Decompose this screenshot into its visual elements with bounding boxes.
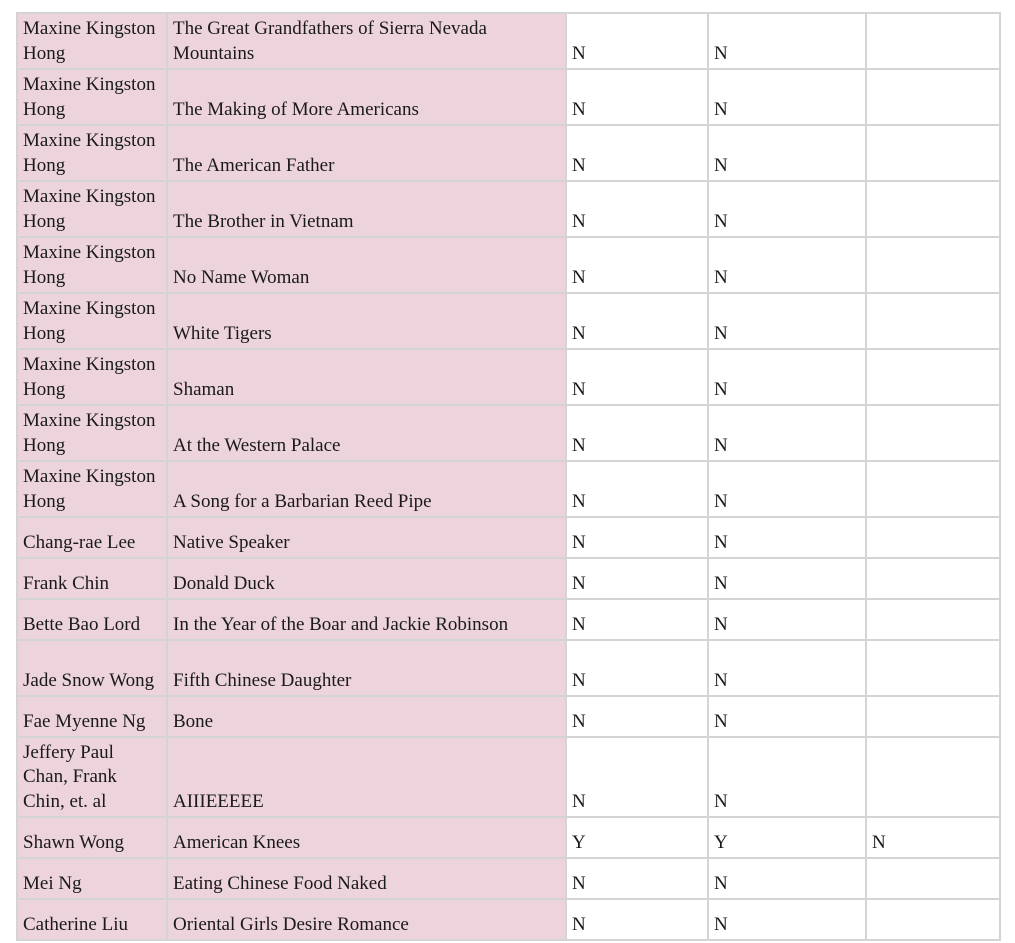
flag-cell-1[interactable]: N [566, 237, 708, 293]
flag-cell-2[interactable]: N [708, 696, 866, 737]
flag-cell-1[interactable]: N [566, 558, 708, 599]
author-cell[interactable]: Jade Snow Wong [17, 640, 167, 696]
flag-cell-3[interactable] [866, 69, 1000, 125]
flag-cell-2[interactable]: N [708, 899, 866, 940]
title-cell[interactable]: Donald Duck [167, 558, 566, 599]
table-row [17, 737, 1000, 817]
table-row [17, 405, 1000, 461]
title-cell[interactable]: The Great Grandfathers of Sierra Nevada Mountains [167, 13, 566, 69]
flag-cell-1[interactable]: N [566, 640, 708, 696]
flag-cell-2[interactable]: N [708, 125, 866, 181]
flag-cell-3[interactable] [866, 696, 1000, 737]
flag-cell-2[interactable]: N [708, 517, 866, 558]
flag-cell-1[interactable]: N [566, 517, 708, 558]
table-row [17, 293, 1000, 349]
flag-cell-3[interactable] [866, 558, 1000, 599]
author-cell[interactable]: Jeffery Paul Chan, Frank Chin, et. al [17, 737, 167, 817]
author-cell[interactable]: Mei Ng [17, 858, 167, 899]
flag-cell-1[interactable]: N [566, 737, 708, 817]
table-body [17, 13, 1000, 940]
table-row [17, 696, 1000, 737]
flag-cell-3[interactable] [866, 125, 1000, 181]
flag-cell-2[interactable]: N [708, 293, 866, 349]
flag-cell-3[interactable] [866, 899, 1000, 940]
table-row [17, 817, 1000, 858]
title-cell[interactable]: In the Year of the Boar and Jackie Robinson [167, 599, 566, 640]
author-cell[interactable]: Maxine Kingston Hong [17, 237, 167, 293]
flag-cell-3[interactable] [866, 405, 1000, 461]
flag-cell-1[interactable]: N [566, 125, 708, 181]
spreadsheet-table [16, 12, 1001, 941]
author-cell[interactable]: Maxine Kingston Hong [17, 13, 167, 69]
table-row [17, 461, 1000, 517]
flag-cell-1[interactable]: N [566, 405, 708, 461]
flag-cell-1[interactable]: N [566, 599, 708, 640]
title-cell[interactable]: Shaman [167, 349, 566, 405]
title-cell[interactable]: The Making of More Americans [167, 69, 566, 125]
table-row [17, 517, 1000, 558]
flag-cell-1[interactable]: Y [566, 817, 708, 858]
flag-cell-2[interactable]: N [708, 558, 866, 599]
title-cell[interactable]: Fifth Chinese Daughter [167, 640, 566, 696]
table-row [17, 558, 1000, 599]
author-cell[interactable]: Maxine Kingston Hong [17, 461, 167, 517]
table-row [17, 899, 1000, 940]
title-cell[interactable]: Eating Chinese Food Naked [167, 858, 566, 899]
flag-cell-3[interactable] [866, 599, 1000, 640]
table-row [17, 599, 1000, 640]
flag-cell-2[interactable]: N [708, 858, 866, 899]
flag-cell-2[interactable]: N [708, 13, 866, 69]
author-cell[interactable]: Chang-rae Lee [17, 517, 167, 558]
flag-cell-2[interactable]: N [708, 69, 866, 125]
title-cell[interactable]: American Knees [167, 817, 566, 858]
flag-cell-3[interactable] [866, 737, 1000, 817]
table-row [17, 640, 1000, 696]
author-cell[interactable]: Maxine Kingston Hong [17, 349, 167, 405]
author-cell[interactable]: Maxine Kingston Hong [17, 405, 167, 461]
flag-cell-1[interactable]: N [566, 461, 708, 517]
flag-cell-3[interactable] [866, 858, 1000, 899]
title-cell[interactable]: The Brother in Vietnam [167, 181, 566, 237]
table-row [17, 237, 1000, 293]
title-cell[interactable]: The American Father [167, 125, 566, 181]
flag-cell-2[interactable]: N [708, 461, 866, 517]
flag-cell-1[interactable]: N [566, 696, 708, 737]
title-cell[interactable]: Native Speaker [167, 517, 566, 558]
flag-cell-1[interactable]: N [566, 293, 708, 349]
flag-cell-2[interactable]: N [708, 737, 866, 817]
author-cell[interactable]: Shawn Wong [17, 817, 167, 858]
flag-cell-2[interactable]: N [708, 181, 866, 237]
title-cell[interactable]: At the Western Palace [167, 405, 566, 461]
flag-cell-1[interactable]: N [566, 349, 708, 405]
flag-cell-2[interactable]: N [708, 405, 866, 461]
author-cell[interactable]: Bette Bao Lord [17, 599, 167, 640]
flag-cell-1[interactable]: N [566, 181, 708, 237]
title-cell[interactable]: Bone [167, 696, 566, 737]
author-cell[interactable]: Maxine Kingston Hong [17, 69, 167, 125]
author-cell[interactable]: Maxine Kingston Hong [17, 181, 167, 237]
flag-cell-1[interactable]: N [566, 899, 708, 940]
flag-cell-3[interactable] [866, 293, 1000, 349]
flag-cell-3[interactable] [866, 237, 1000, 293]
table-row [17, 858, 1000, 899]
author-cell[interactable]: Frank Chin [17, 558, 167, 599]
flag-cell-3[interactable]: N [866, 817, 1000, 858]
flag-cell-1[interactable]: N [566, 13, 708, 69]
flag-cell-1[interactable]: N [566, 858, 708, 899]
title-cell[interactable]: Oriental Girls Desire Romance [167, 899, 566, 940]
table-row [17, 349, 1000, 405]
flag-cell-3[interactable] [866, 640, 1000, 696]
flag-cell-2[interactable]: N [708, 349, 866, 405]
flag-cell-1[interactable]: N [566, 69, 708, 125]
table-row [17, 181, 1000, 237]
title-cell[interactable]: A Song for a Barbarian Reed Pipe [167, 461, 566, 517]
table-row [17, 69, 1000, 125]
author-cell[interactable]: Maxine Kingston Hong [17, 125, 167, 181]
table-row [17, 13, 1000, 69]
flag-cell-3[interactable] [866, 461, 1000, 517]
title-cell[interactable]: White Tigers [167, 293, 566, 349]
title-cell[interactable]: AIIIEEEEE [167, 737, 566, 817]
author-cell[interactable]: Catherine Liu [17, 899, 167, 940]
flag-cell-3[interactable] [866, 181, 1000, 237]
title-cell[interactable]: No Name Woman [167, 237, 566, 293]
flag-cell-2[interactable]: N [708, 237, 866, 293]
flag-cell-3[interactable] [866, 13, 1000, 69]
author-cell[interactable]: Maxine Kingston Hong [17, 293, 167, 349]
flag-cell-3[interactable] [866, 517, 1000, 558]
flag-cell-2[interactable]: Y [708, 817, 866, 858]
flag-cell-2[interactable]: N [708, 640, 866, 696]
author-cell[interactable]: Fae Myenne Ng [17, 696, 167, 737]
flag-cell-2[interactable]: N [708, 599, 866, 640]
table-row [17, 125, 1000, 181]
flag-cell-3[interactable] [866, 349, 1000, 405]
